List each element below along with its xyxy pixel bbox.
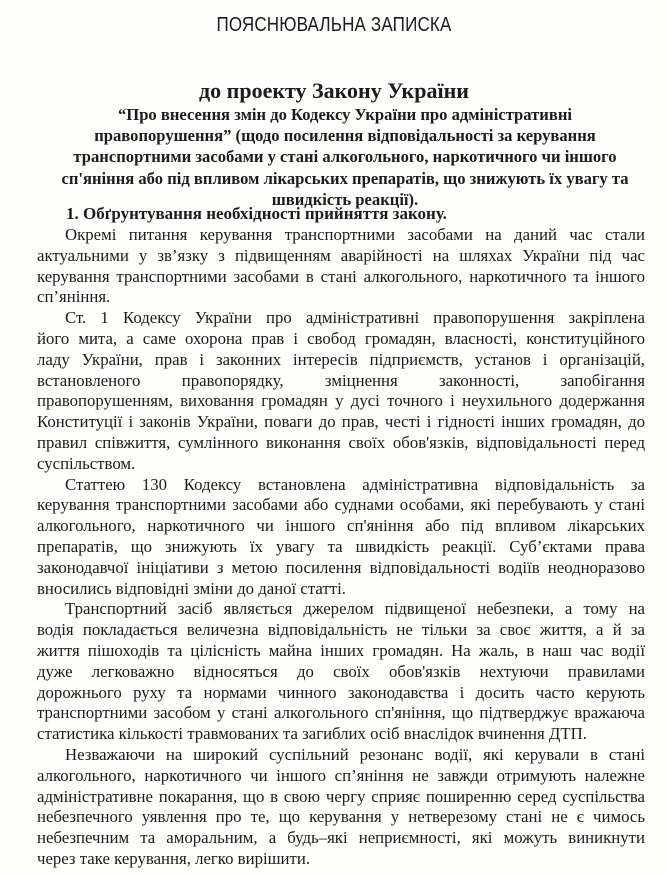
paragraph-line: транспортними засобом у стані алкогольного сп'яніння, що підтверджує вражаюча <box>37 703 645 723</box>
paragraph-line: законодавчої ініціативи з метою посилення відповідальності водіїв неодноразово <box>37 557 645 577</box>
paragraph <box>37 225 645 308</box>
paragraph-line: сп’яніння. <box>37 287 111 307</box>
bill-title-line <box>22 125 668 146</box>
paragraph-line: препаратів, що знижують їх увагу та швидкість реакції. Суб’єктами права <box>37 536 645 556</box>
paragraph-line: дорожнього руху та нормами чинного законодавства і досить часто керують <box>37 682 645 702</box>
paragraph-line: життя пішоходів та цілісність майна інших громадян. На жаль, в наш час водії <box>37 640 645 660</box>
bill-title-line <box>22 146 668 167</box>
bill-title-bold: “Про внесення змін до Кодексу України про адміністративні <box>117 105 573 124</box>
paragraph-line: його мита, а саме охорона прав і свобод громадян, власності, конституційного <box>37 328 645 348</box>
paragraph <box>37 308 645 474</box>
paragraph <box>37 475 645 600</box>
paragraph-line: керування транспортними засобами в стані алкогольного, наркотичного та іншого <box>37 266 645 286</box>
paragraph <box>37 599 645 745</box>
bill-title <box>22 104 668 210</box>
paragraph-line: Окремі питання керування транспортними засобами на даний час стали <box>65 225 645 244</box>
paragraph-line: Незважаючи на широкий суспільний резонанс водії, які керували в стані <box>65 744 645 764</box>
paragraph-line: правил співжиття, сумлінного виконання своїх обов'язків, відповідальності перед <box>37 432 645 452</box>
paragraph-line: адміністративне покарання, що в свою чергу сприяє поширенню серед суспільства <box>37 786 645 806</box>
paragraph-line: Транспортний засіб являється джерелом підвищеної небезпеки, а тому на <box>65 599 645 619</box>
paragraph-line: алкогольного, наркотичного чи іншого сп'яніння або під впливом лікарських <box>37 516 645 536</box>
paragraph-line: керування транспортними засобами або суднами особами, які перебувають у стані <box>37 495 645 515</box>
paragraph-line: небезпечним та аморальним, а будь–які неприємності, які можуть виникнути <box>37 828 645 848</box>
document-subtitle: до проекту Закону України <box>199 78 469 103</box>
paragraph-line: через таке керування, легко вирішити. <box>37 848 311 868</box>
paragraph-line: суспільством. <box>37 453 136 473</box>
bill-title-text: транспортними засобами у стані алкогольного, наркотичного чи іншого <box>73 147 617 167</box>
paragraph-line: небезпечного уявлення про те, що керування у нетверезому стані не є чимось <box>37 807 645 827</box>
paragraph-line: актуальними у зв’язку з підвищенням аварійності на шляхах України під час <box>37 245 645 265</box>
paragraph-line: алкогольного, наркотичного чи іншого сп’яніння не завжди отримують належне <box>37 765 645 785</box>
bill-title-line <box>22 104 668 125</box>
paragraph-line: статистика кількості травмованих та загиблих осіб внаслідок вчинення ДТП. <box>37 724 587 744</box>
bill-title-line <box>22 168 668 189</box>
section-heading: 1. Обґрунтування необхідності прийняття закону. <box>66 204 447 223</box>
bill-title-text: сп'яніння або під впливом лікарських препаратів, що знижують їх увагу та <box>61 168 629 188</box>
document-title: ПОЯСНЮВАЛЬНА ЗАПИСКА <box>216 14 452 36</box>
paragraph-line: водія покладається величезна відповідальність не тільки за своє життя, а й за <box>37 620 645 640</box>
paragraph-line: Конституції і законів України, поваги до прав, честі і гідності інших громадян, до <box>37 412 645 432</box>
paragraph-line: правопорушенням, виховання громадян у дусі точного і неухильного додержання <box>37 391 645 411</box>
bill-title-text: (щодо посилення відповідальності за керування <box>231 126 596 146</box>
paragraph-line: дуже легковажно відносяться до своїх обов'язків нехтуючи правилами <box>37 661 645 681</box>
bill-title-text: швидкість реакції). <box>271 189 419 209</box>
bill-title-bold: правопорушення” <box>94 126 232 146</box>
paragraph-line: встановленого правопорядку, зміцнення законності, запобігання <box>37 370 645 390</box>
paragraph-line: Статтею 130 Кодексу встановлена адміністративна відповідальність за <box>65 474 645 494</box>
paragraph-line: ладу України, прав і законних інтересів підприємств, установ і організацій, <box>37 349 645 369</box>
paragraph-line: вносились відповідні зміни до даної статті. <box>37 578 346 598</box>
paragraph <box>37 745 645 870</box>
document-body <box>37 225 645 870</box>
paragraph-line: Ст. 1 Кодексу України про адміністративні правопорушення закріплена <box>65 308 645 328</box>
